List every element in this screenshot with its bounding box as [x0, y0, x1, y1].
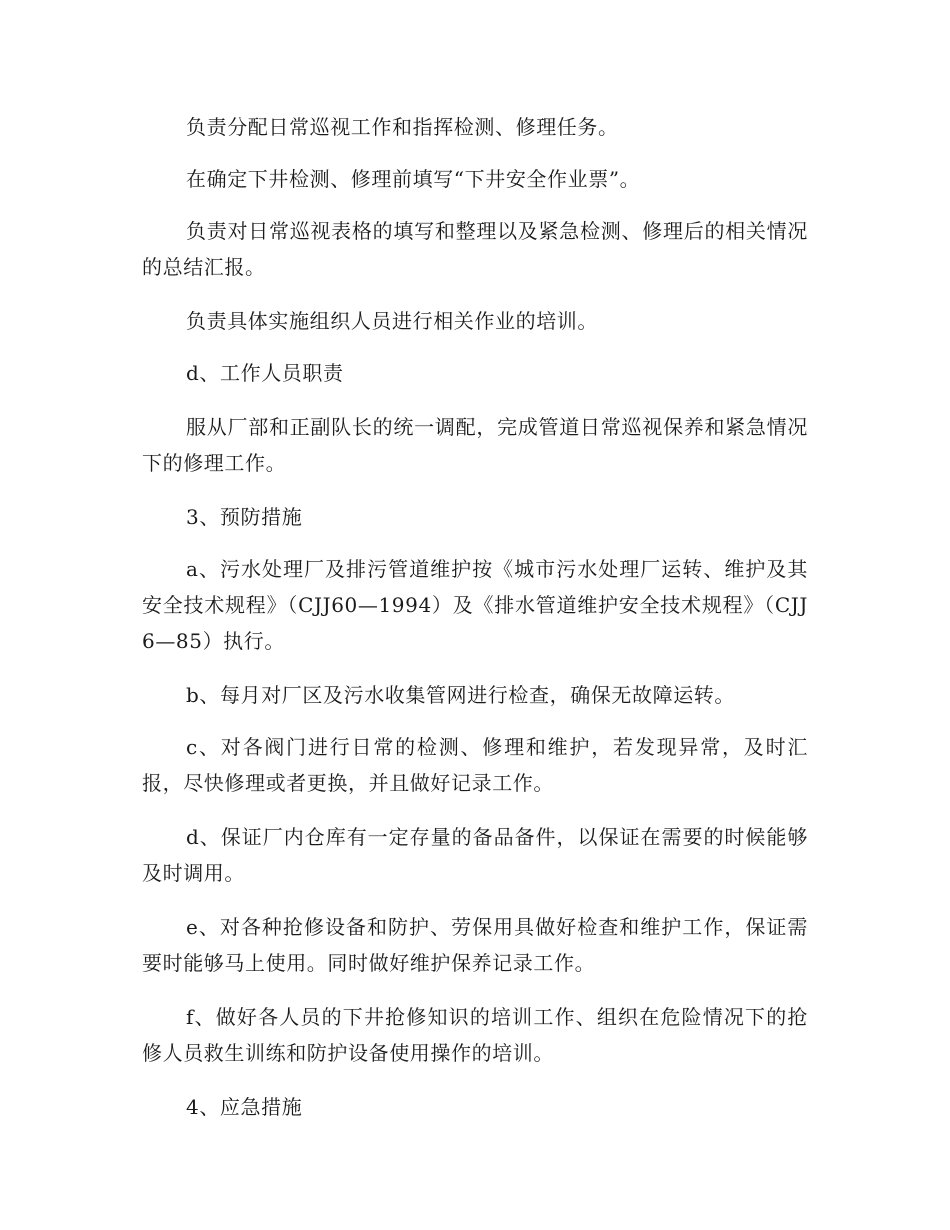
paragraph-prevention-b: b、每月对厂区及污水收集管网进行检查，确保无故障运转。 [186, 683, 736, 707]
section-heading-emergency: 4、应急措施 [186, 1095, 303, 1119]
paragraph-prevention-f: f、做好各人员的下井抢修知识的培训工作、组织在危险情况下的抢修人员救生训练和防护设备使用操作的培训。 [142, 1005, 808, 1065]
paragraph-report-summary: 负责对日常巡视表格的填写和整理以及紧急检测、修理后的相关情况的总结汇报。 [142, 219, 808, 279]
paragraph-prevention-e: e、对各种抢修设备和防护、劳保用具做好检查和维护工作，保证需要时能够马上使用。同时做好维护保养记录工作。 [142, 915, 808, 975]
section-heading-staff-duties: d、工作人员职责 [186, 361, 344, 385]
section-heading-prevention: 3、预防措施 [186, 505, 303, 529]
paragraph-duty-assign: 负责分配日常巡视工作和指挥检测、修理任务。 [186, 115, 619, 139]
paragraph-staff-duties: 服从厂部和正副队长的统一调配，完成管道日常巡视保养和紧急情况下的修理工作。 [142, 415, 808, 475]
paragraph-prevention-a: a、污水处理厂及排污管道维护按《城市污水处理厂运转、维护及其安全技术规程》（CJJ60—1994）及《排水管道维护安全技术规程》（CJJ6—85）执行。 [142, 557, 808, 653]
paragraph-training: 负责具体实施组织人员进行相关作业的培训。 [186, 309, 598, 333]
paragraph-prevention-d: d、保证厂内仓库有一定存量的备品备件，以保证在需要的时候能够及时调用。 [142, 825, 808, 885]
paragraph-prevention-c: c、对各阀门进行日常的检测、修理和维护，若发现异常，及时汇报，尽快修理或者更换，并且做好记录工作。 [142, 735, 808, 795]
paragraph-work-ticket: 在确定下井检测、修理前填写“下井安全作业票”。 [186, 167, 641, 191]
